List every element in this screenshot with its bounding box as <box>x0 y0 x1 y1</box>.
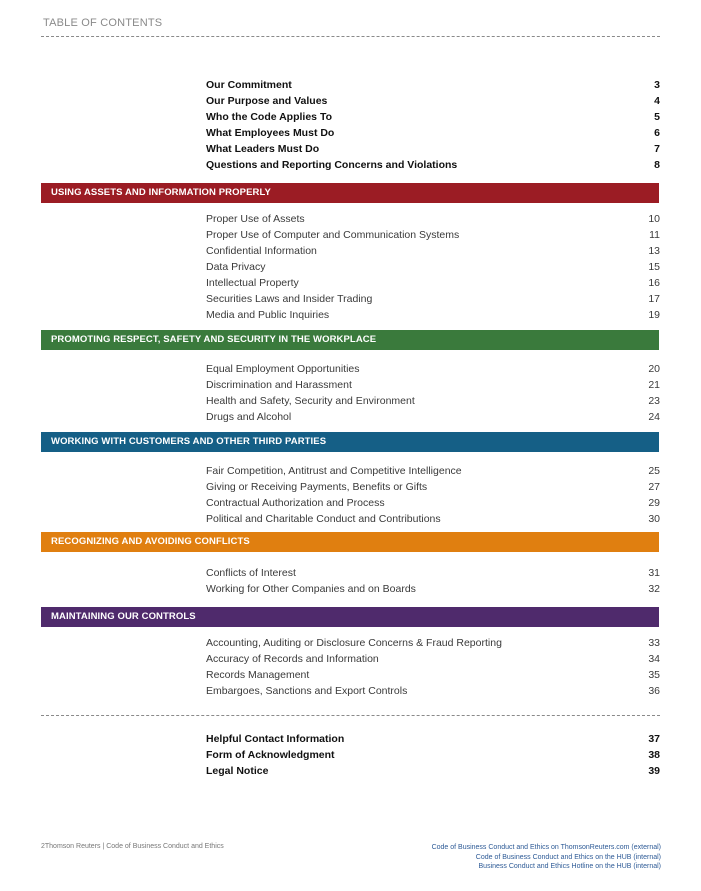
section-header-workplace[interactable]: PROMOTING RESPECT, SAFETY AND SECURITY IN THE WORKPLACE <box>41 330 659 350</box>
footer-link-hub[interactable]: Code of Business Conduct and Ethics on the HUB (internal) <box>475 853 661 861</box>
toc-entry-page: 25 <box>648 465 660 477</box>
toc-entry-label: Working for Other Companies and on Boards <box>206 583 416 595</box>
toc-entry-label: Embargoes, Sanctions and Export Controls <box>206 685 408 697</box>
toc-entry-label: Health and Safety, Security and Environment <box>206 395 415 407</box>
toc-entry-label: Helpful Contact Information <box>206 733 345 745</box>
toc-entry-label: Legal Notice <box>206 765 269 777</box>
toc-entry-label: Fair Competition, Antitrust and Competitive Intelligence <box>206 465 462 477</box>
toc-entry-label: Political and Charitable Conduct and Contributions <box>206 513 441 525</box>
toc-entry-label: What Leaders Must Do <box>206 143 320 155</box>
toc-entry-page: 11 <box>649 229 660 241</box>
toc-entry[interactable] <box>206 141 660 157</box>
toc-entry-page: 13 <box>648 245 660 257</box>
toc-entry-page: 27 <box>648 481 660 493</box>
toc-entry-page: 29 <box>648 497 660 509</box>
toc-entry-label: Intellectual Property <box>206 277 299 289</box>
toc-entry[interactable] <box>206 211 660 227</box>
footer-link-hotline[interactable]: Business Conduct and Ethics Hotline on the HUB (internal) <box>478 863 661 870</box>
toc-entry[interactable] <box>206 227 660 243</box>
toc-entry-page: 36 <box>648 685 660 697</box>
toc-entry[interactable] <box>206 667 660 683</box>
toc-entry[interactable] <box>206 275 660 291</box>
toc-entry[interactable] <box>206 393 660 409</box>
section-header-assets[interactable]: USING ASSETS AND INFORMATION PROPERLY <box>41 183 659 203</box>
toc-entry-page: 4 <box>654 95 660 107</box>
toc-entry-page: 3 <box>654 79 660 91</box>
toc-entry-page: 20 <box>648 363 660 375</box>
toc-entry[interactable] <box>206 463 660 479</box>
section-header-customers[interactable]: WORKING WITH CUSTOMERS AND OTHER THIRD PARTIES <box>41 432 659 452</box>
toc-entry-page: 8 <box>654 159 660 171</box>
toc-entry-label: Drugs and Alcohol <box>206 411 292 423</box>
toc-entry[interactable] <box>206 763 660 779</box>
toc-entry-page: 16 <box>648 277 660 289</box>
toc-entry[interactable] <box>206 409 660 425</box>
toc-entry[interactable] <box>206 291 660 307</box>
toc-entry[interactable] <box>206 157 660 173</box>
toc-entry-label: Accounting, Auditing or Disclosure Concerns & Fraud Reporting <box>206 637 502 649</box>
toc-entry-page: 24 <box>648 411 660 423</box>
toc-entry[interactable] <box>206 683 660 699</box>
toc-entry[interactable] <box>206 259 660 275</box>
toc-entry-page: 30 <box>648 513 660 525</box>
toc-entry-label: Equal Employment Opportunities <box>206 363 360 375</box>
toc-entry[interactable] <box>206 93 660 109</box>
toc-entry-label: Form of Acknowledgment <box>206 749 335 761</box>
toc-entry[interactable] <box>206 511 660 527</box>
page-title: TABLE OF CONTENTS <box>43 17 163 29</box>
toc-entry[interactable] <box>206 495 660 511</box>
toc-entry-page: 31 <box>648 567 660 579</box>
toc-entry-page: 34 <box>648 653 660 665</box>
toc-entry-page: 17 <box>648 293 660 305</box>
toc-entry-label: Contractual Authorization and Process <box>206 497 385 509</box>
toc-entry-label: Confidential Information <box>206 245 317 257</box>
toc-entry[interactable] <box>206 651 660 667</box>
toc-entry-label: Data Privacy <box>206 261 266 273</box>
footer-links <box>432 843 661 872</box>
toc-entry-page: 23 <box>648 395 660 407</box>
footer-document-name: 2Thomson Reuters | Code of Business Conduct and Ethics <box>41 843 224 850</box>
toc-entry-page: 33 <box>648 637 660 649</box>
toc-entry-label: Proper Use of Assets <box>206 213 305 225</box>
toc-entry-label: Securities Laws and Insider Trading <box>206 293 373 305</box>
toc-entry[interactable] <box>206 377 660 393</box>
bottom-divider <box>41 715 660 716</box>
toc-entry-label: Our Purpose and Values <box>206 95 328 107</box>
toc-entry-label: Questions and Reporting Concerns and Violations <box>206 159 458 171</box>
toc-entry[interactable] <box>206 479 660 495</box>
toc-entry-label: Conflicts of Interest <box>206 567 296 579</box>
toc-entry-page: 5 <box>654 111 660 123</box>
toc-entry-label: Giving or Receiving Payments, Benefits or Gifts <box>206 481 428 493</box>
toc-entry-label: Media and Public Inquiries <box>206 309 330 321</box>
toc-entry-label: What Employees Must Do <box>206 127 335 139</box>
toc-entry-page: 32 <box>648 583 660 595</box>
toc-entry[interactable] <box>206 565 660 581</box>
toc-entry-label: Accuracy of Records and Information <box>206 653 379 665</box>
toc-entry-label: Our Commitment <box>206 79 292 91</box>
toc-entry-page: 19 <box>648 309 660 321</box>
toc-entry-page: 37 <box>648 733 660 745</box>
toc-entry-page: 35 <box>648 669 660 681</box>
toc-entry-page: 21 <box>648 379 660 391</box>
toc-entry-page: 38 <box>648 749 660 761</box>
toc-entry[interactable] <box>206 307 660 323</box>
top-divider <box>41 36 660 37</box>
toc-entry[interactable] <box>206 747 660 763</box>
toc-entry[interactable] <box>206 731 660 747</box>
toc-entry-label: Proper Use of Computer and Communication Systems <box>206 229 460 241</box>
section-header-controls[interactable]: MAINTAINING OUR CONTROLS <box>41 607 659 627</box>
toc-entry-label: Who the Code Applies To <box>206 111 332 123</box>
toc-entry-label: Records Management <box>206 669 310 681</box>
toc-entry-page: 10 <box>648 213 660 225</box>
toc-entry[interactable] <box>206 125 660 141</box>
footer-link-external[interactable]: Code of Business Conduct and Ethics on ThomsonReuters.com (external) <box>431 844 661 851</box>
section-header-conflicts[interactable]: RECOGNIZING AND AVOIDING CONFLICTS <box>41 532 659 552</box>
toc-entry[interactable] <box>206 77 660 93</box>
toc-entry-page: 15 <box>648 261 660 273</box>
toc-entry[interactable] <box>206 635 660 651</box>
toc-entry-page: 39 <box>648 765 660 777</box>
toc-entry[interactable] <box>206 109 660 125</box>
toc-entry[interactable] <box>206 243 660 259</box>
toc-entry-page: 7 <box>654 143 660 155</box>
toc-entry-page: 6 <box>654 127 660 139</box>
toc-entry[interactable] <box>206 581 660 597</box>
toc-entry[interactable] <box>206 361 660 377</box>
toc-entry-label: Discrimination and Harassment <box>206 379 352 391</box>
